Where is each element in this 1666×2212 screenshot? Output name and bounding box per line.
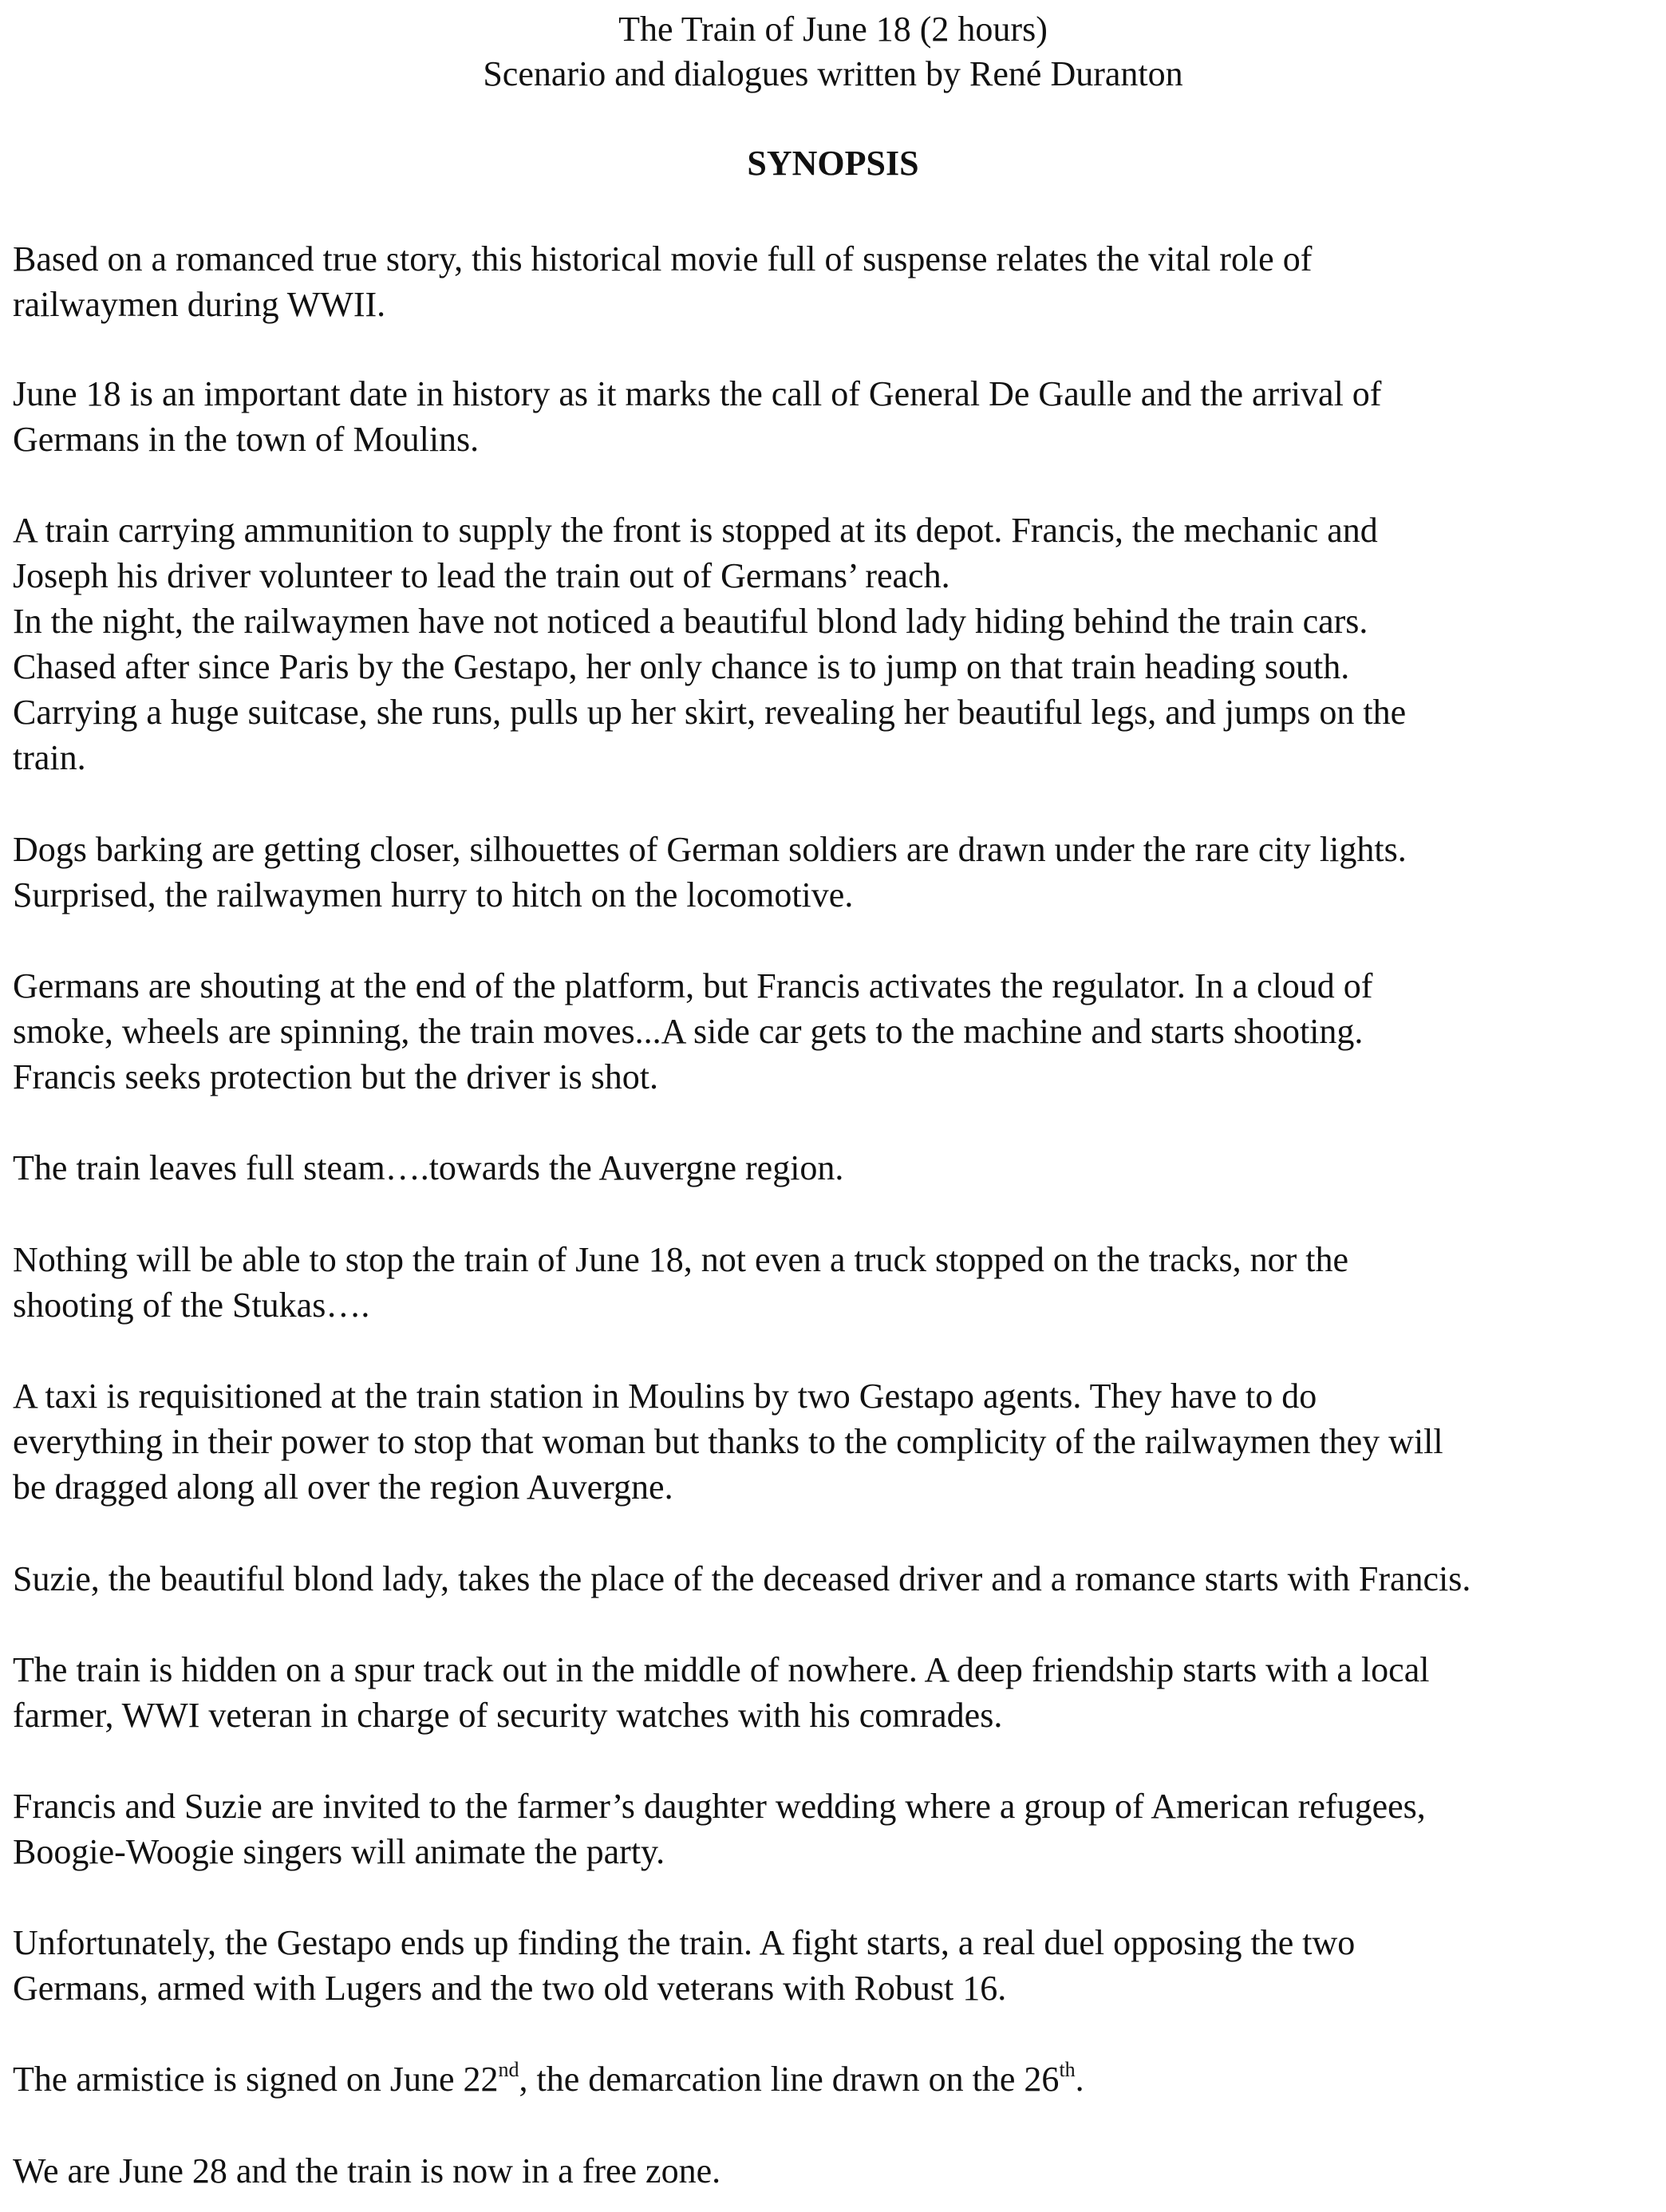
armistice-text-part: . [1075,2060,1084,2099]
text-line: The train is hidden on a spur track out in the middle of nowhere. A deep friendship starts with a local [13,1650,1430,1689]
text-line: Boogie-Woogie singers will animate the party. [13,1832,665,1871]
paragraph [13,371,1664,462]
text-line: A taxi is requisitioned at the train station in Moulins by two Gestapo agents. They have to do [13,1377,1317,1416]
paragraph [13,1145,1664,1191]
text-line: In the night, the railwaymen have not noticed a beautiful blond lady hiding behind the train cars. [13,602,1368,641]
paragraph [13,1237,1664,1328]
ordinal-suffix: th [1059,2058,1076,2082]
armistice-paragraph [13,2056,1664,2102]
armistice-text-part: The armistice is signed on June 22 [13,2060,499,2099]
paragraph [13,963,1664,1100]
paragraph [13,1556,1664,1602]
text-line: June 18 is an important date in history as it marks the call of General De Gaulle and the arrival of [13,374,1382,413]
text-line: Germans, armed with Lugers and the two old veterans with Robust 16. [13,1969,1007,2008]
text-line: Carrying a huge suitcase, she runs, pulls up her skirt, revealing her beautiful legs, and jumps on the [13,693,1407,732]
paragraph [13,508,1664,780]
text-line: shooting of the Stukas…. [13,1286,370,1325]
text-line: Based on a romanced true story, this historical movie full of suspense relates the vital role of [13,239,1313,278]
text-line: Germans in the town of Moulins. [13,420,480,459]
text-line: Dogs barking are getting closer, silhouettes of German soldiers are drawn under the rare city lights. [13,830,1407,869]
text-line: railwaymen during WWII. [13,285,386,324]
text-line: Unfortunately, the Gestapo ends up finding the train. A fight starts, a real duel opposing the two [13,1923,1356,1962]
document-byline: Scenario and dialogues written by René Duranton [483,54,1183,93]
text-line: Chased after since Paris by the Gestapo, her only chance is to jump on that train heading south. [13,647,1350,686]
text-line: Surprised, the railwaymen hurry to hitch on the locomotive. [13,875,854,914]
text-line: farmer, WWI veteran in charge of security watches with his comrades. [13,1696,1003,1735]
synopsis-heading: SYNOPSIS [747,144,919,183]
text-line: Suzie, the beautiful blond lady, takes the place of the deceased driver and a romance starts with Francis. [13,1559,1471,1598]
paragraph [13,1783,1664,1874]
text-line [13,2056,1664,2102]
text-line: smoke, wheels are spinning, the train moves...A side car gets to the machine and starts shooting. [13,1012,1364,1051]
text-line: We are June 28 and the train is now in a free zone. [13,2151,721,2190]
armistice-text-part: , the demarcation line drawn on the 26 [519,2060,1060,2099]
text-line: Francis and Suzie are invited to the farmer’s daughter wedding where a group of American refugees, [13,1787,1426,1826]
ordinal-suffix: nd [498,2058,519,2082]
text-line: Francis seeks protection but the driver is shot. [13,1057,658,1096]
text-line: be dragged along all over the region Auvergne. [13,1467,673,1507]
text-line: train. [13,738,86,777]
text-line: everything in their power to stop that woman but thanks to the complicity of the railwaymen they will [13,1422,1443,1461]
text-line: The train leaves full steam….towards the Auvergne region. [13,1148,844,1187]
document-title: The Train of June 18 (2 hours) [618,10,1048,49]
closing-paragraph [13,2148,1664,2194]
paragraph [13,236,1664,327]
paragraph [13,1647,1664,1738]
text-line: Nothing will be able to stop the train of June 18, not even a truck stopped on the tracks, nor the [13,1240,1349,1279]
text-line: Joseph his driver volunteer to lead the train out of Germans’ reach. [13,556,950,595]
paragraph [13,827,1664,918]
paragraph [13,1920,1664,2011]
text-line: A train carrying ammunition to supply the front is stopped at its depot. Francis, the mechanic and [13,511,1378,550]
paragraph [13,1373,1664,1510]
text-line: Germans are shouting at the end of the platform, but Francis activates the regulator. In a cloud of [13,966,1373,1005]
